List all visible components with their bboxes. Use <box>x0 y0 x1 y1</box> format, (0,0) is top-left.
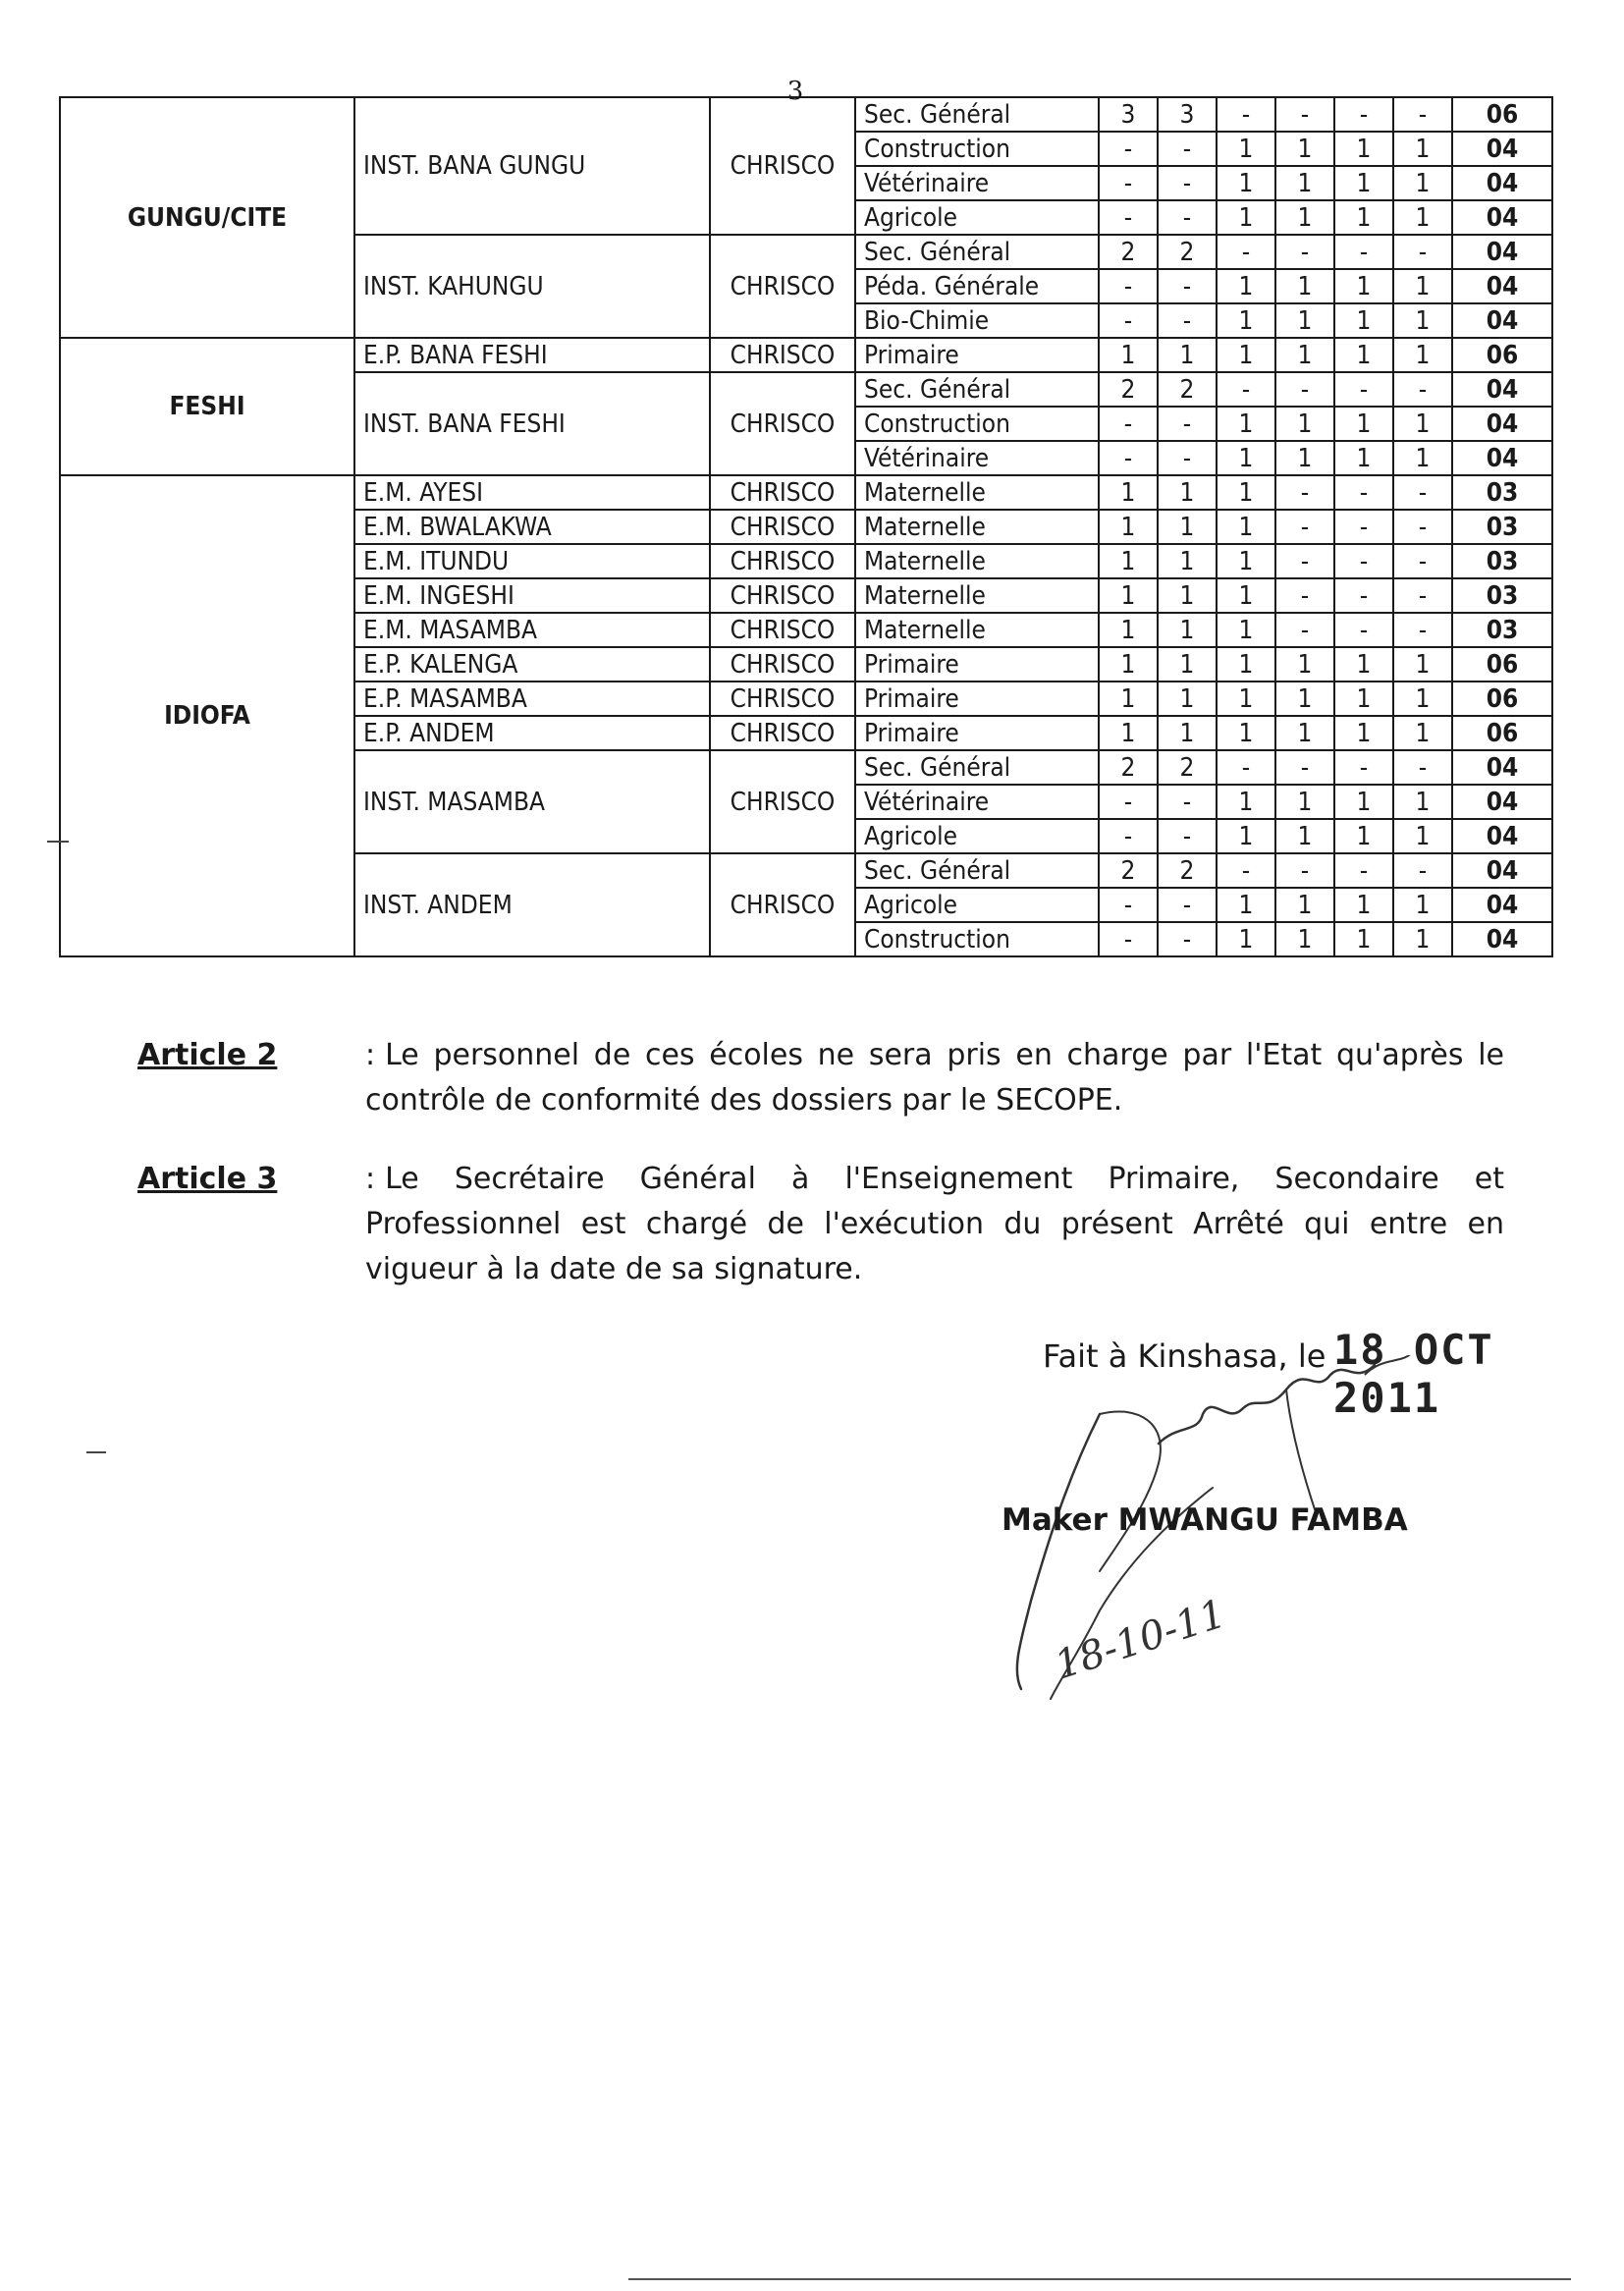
regime-cell: CHRISCO <box>710 544 855 578</box>
total-cell: 03 <box>1452 510 1552 544</box>
class-count-cell: 1 <box>1393 166 1452 200</box>
class-count-cell: 1 <box>1099 544 1158 578</box>
class-count-cell: 1 <box>1217 200 1275 235</box>
option-cell: Maternelle <box>855 510 1099 544</box>
regime-cell: CHRISCO <box>710 338 855 372</box>
option-cell: Agricole <box>855 200 1099 235</box>
option-cell: Sec. Général <box>855 97 1099 132</box>
school-name-cell: INST. BANA FESHI <box>354 372 710 475</box>
class-count-cell: 1 <box>1158 682 1217 716</box>
class-count-cell: 3 <box>1158 97 1217 132</box>
school-name-cell: E.P. ANDEM <box>354 716 710 750</box>
option-cell: Vétérinaire <box>855 785 1099 819</box>
class-count-cell: - <box>1158 922 1217 956</box>
regime-cell: CHRISCO <box>710 475 855 510</box>
class-count-cell: 1 <box>1334 785 1393 819</box>
class-count-cell: 1 <box>1393 407 1452 441</box>
regime-cell: CHRISCO <box>710 372 855 475</box>
option-cell: Primaire <box>855 682 1099 716</box>
class-count-cell: 1 <box>1393 441 1452 475</box>
location-cell: FESHI <box>60 338 354 475</box>
class-count-cell: 1 <box>1334 819 1393 853</box>
total-cell: 04 <box>1452 441 1552 475</box>
class-count-cell: 1 <box>1393 647 1452 682</box>
total-cell: 04 <box>1452 132 1552 166</box>
option-cell: Maternelle <box>855 544 1099 578</box>
option-cell: Maternelle <box>855 475 1099 510</box>
class-count-cell: - <box>1217 97 1275 132</box>
class-count-cell: 2 <box>1158 372 1217 407</box>
class-count-cell: - <box>1275 853 1334 888</box>
class-count-cell: - <box>1275 613 1334 647</box>
total-cell: 04 <box>1452 372 1552 407</box>
page-number: 3 <box>786 77 804 106</box>
class-count-cell: 1 <box>1099 475 1158 510</box>
class-count-cell: 1 <box>1334 407 1393 441</box>
article-label: Article 2 <box>137 1038 278 1072</box>
class-count-cell: 1 <box>1217 819 1275 853</box>
regime-cell: CHRISCO <box>710 716 855 750</box>
handwritten-date: 18-10-11 <box>1049 1591 1232 1689</box>
class-count-cell: - <box>1393 475 1452 510</box>
class-count-cell: - <box>1158 200 1217 235</box>
school-name-cell: INST. BANA GUNGU <box>354 97 710 235</box>
class-count-cell: 1 <box>1217 922 1275 956</box>
class-count-cell: 1 <box>1334 716 1393 750</box>
table-body <box>60 97 1552 956</box>
class-count-cell: - <box>1099 407 1158 441</box>
class-count-cell: 1 <box>1217 441 1275 475</box>
class-count-cell: - <box>1334 544 1393 578</box>
school-name-cell: INST. ANDEM <box>354 853 710 956</box>
class-count-cell: - <box>1334 853 1393 888</box>
class-count-cell: 1 <box>1158 578 1217 613</box>
class-count-cell: 2 <box>1099 372 1158 407</box>
class-count-cell: 1 <box>1217 510 1275 544</box>
option-cell: Sec. Général <box>855 750 1099 785</box>
class-count-cell: - <box>1158 888 1217 922</box>
school-name-cell: E.M. INGESHI <box>354 578 710 613</box>
class-count-cell: - <box>1099 166 1158 200</box>
option-cell: Vétérinaire <box>855 441 1099 475</box>
school-name-cell: INST. KAHUNGU <box>354 235 710 338</box>
class-count-cell: 1 <box>1217 166 1275 200</box>
total-cell: 04 <box>1452 303 1552 338</box>
class-count-cell: 1 <box>1393 132 1452 166</box>
scan-speck <box>86 1451 106 1453</box>
option-cell: Maternelle <box>855 578 1099 613</box>
option-cell: Agricole <box>855 819 1099 853</box>
class-count-cell: - <box>1099 200 1158 235</box>
total-cell: 03 <box>1452 475 1552 510</box>
school-name-cell: E.M. MASAMBA <box>354 613 710 647</box>
class-count-cell: 1 <box>1275 819 1334 853</box>
total-cell: 03 <box>1452 613 1552 647</box>
class-count-cell: 1 <box>1393 200 1452 235</box>
total-cell: 04 <box>1452 888 1552 922</box>
total-cell: 04 <box>1452 166 1552 200</box>
class-count-cell: - <box>1099 888 1158 922</box>
class-count-cell: 1 <box>1393 338 1452 372</box>
class-count-cell: - <box>1334 578 1393 613</box>
class-count-cell: - <box>1217 372 1275 407</box>
class-count-cell: - <box>1158 166 1217 200</box>
class-count-cell: 1 <box>1275 166 1334 200</box>
option-cell: Primaire <box>855 716 1099 750</box>
class-count-cell: 1 <box>1393 819 1452 853</box>
class-count-cell: 1 <box>1099 338 1158 372</box>
option-cell: Primaire <box>855 647 1099 682</box>
class-count-cell: 1 <box>1334 166 1393 200</box>
class-count-cell: 1 <box>1217 682 1275 716</box>
class-count-cell: - <box>1275 750 1334 785</box>
total-cell: 03 <box>1452 578 1552 613</box>
regime-cell: CHRISCO <box>710 578 855 613</box>
table-row <box>60 338 1552 372</box>
class-count-cell: 1 <box>1275 200 1334 235</box>
class-count-cell: - <box>1334 235 1393 269</box>
class-count-cell: 1 <box>1158 510 1217 544</box>
class-count-cell: 1 <box>1393 888 1452 922</box>
table-row <box>60 475 1552 510</box>
total-cell: 06 <box>1452 716 1552 750</box>
option-cell: Bio-Chimie <box>855 303 1099 338</box>
class-count-cell: - <box>1099 303 1158 338</box>
class-count-cell: 1 <box>1217 888 1275 922</box>
school-name-cell: INST. MASAMBA <box>354 750 710 853</box>
class-count-cell: - <box>1158 819 1217 853</box>
class-count-cell: 1 <box>1334 303 1393 338</box>
school-name-cell: E.M. AYESI <box>354 475 710 510</box>
class-count-cell: - <box>1275 578 1334 613</box>
class-count-cell: 2 <box>1099 853 1158 888</box>
class-count-cell: 1 <box>1275 647 1334 682</box>
total-cell: 06 <box>1452 647 1552 682</box>
class-count-cell: 3 <box>1099 97 1158 132</box>
class-count-cell: 2 <box>1158 750 1217 785</box>
regime-cell: CHRISCO <box>710 647 855 682</box>
scan-speck <box>47 841 69 843</box>
class-count-cell: 1 <box>1275 716 1334 750</box>
class-count-cell: - <box>1099 922 1158 956</box>
option-cell: Vétérinaire <box>855 166 1099 200</box>
class-count-cell: 1 <box>1334 200 1393 235</box>
class-count-cell: 1 <box>1217 613 1275 647</box>
class-count-cell: 1 <box>1217 716 1275 750</box>
class-count-cell: 1 <box>1158 338 1217 372</box>
class-count-cell: - <box>1275 510 1334 544</box>
class-count-cell: - <box>1275 97 1334 132</box>
class-count-cell: 1 <box>1158 544 1217 578</box>
class-count-cell: 1 <box>1217 647 1275 682</box>
class-count-cell: - <box>1158 269 1217 303</box>
regime-cell: CHRISCO <box>710 682 855 716</box>
regime-cell: CHRISCO <box>710 853 855 956</box>
class-count-cell: - <box>1099 269 1158 303</box>
class-count-cell: - <box>1393 750 1452 785</box>
class-count-cell: 1 <box>1334 269 1393 303</box>
class-count-cell: - <box>1334 613 1393 647</box>
class-count-cell: 1 <box>1275 269 1334 303</box>
table-row <box>60 97 1552 132</box>
class-count-cell: 1 <box>1393 682 1452 716</box>
class-count-cell: 1 <box>1393 785 1452 819</box>
handwritten-signature <box>992 1355 1463 1748</box>
class-count-cell: 1 <box>1275 682 1334 716</box>
class-count-cell: 1 <box>1099 716 1158 750</box>
class-count-cell: 1 <box>1393 716 1452 750</box>
date-stamp: 18 OCT 2011 <box>1333 1326 1494 1422</box>
option-cell: Primaire <box>855 338 1099 372</box>
article-colon: : <box>365 1162 376 1196</box>
option-cell: Construction <box>855 407 1099 441</box>
total-cell: 06 <box>1452 682 1552 716</box>
class-count-cell: 1 <box>1217 785 1275 819</box>
class-count-cell: 1 <box>1334 441 1393 475</box>
class-count-cell: - <box>1099 441 1158 475</box>
class-count-cell: - <box>1334 510 1393 544</box>
class-count-cell: 1 <box>1275 407 1334 441</box>
class-count-cell: - <box>1158 303 1217 338</box>
option-cell: Sec. Général <box>855 372 1099 407</box>
school-name-cell: E.M. ITUNDU <box>354 544 710 578</box>
option-cell: Sec. Général <box>855 853 1099 888</box>
regime-cell: CHRISCO <box>710 235 855 338</box>
class-count-cell: 1 <box>1334 132 1393 166</box>
option-cell: Construction <box>855 132 1099 166</box>
class-count-cell: 1 <box>1217 132 1275 166</box>
class-count-cell: - <box>1393 510 1452 544</box>
class-count-cell: 1 <box>1158 716 1217 750</box>
total-cell: 04 <box>1452 750 1552 785</box>
class-count-cell: - <box>1393 97 1452 132</box>
class-count-cell: 1 <box>1099 647 1158 682</box>
class-count-cell: 1 <box>1217 303 1275 338</box>
total-cell: 04 <box>1452 853 1552 888</box>
class-count-cell: 1 <box>1393 922 1452 956</box>
class-count-cell: - <box>1334 750 1393 785</box>
class-count-cell: - <box>1158 407 1217 441</box>
class-count-cell: - <box>1334 372 1393 407</box>
option-cell: Construction <box>855 922 1099 956</box>
total-cell: 06 <box>1452 338 1552 372</box>
class-count-cell: 1 <box>1099 578 1158 613</box>
class-count-cell: 1 <box>1099 510 1158 544</box>
total-cell: 04 <box>1452 269 1552 303</box>
class-count-cell: - <box>1099 785 1158 819</box>
class-count-cell: - <box>1393 613 1452 647</box>
article-colon: : <box>365 1038 376 1072</box>
class-count-cell: 1 <box>1158 475 1217 510</box>
class-count-cell: 1 <box>1158 613 1217 647</box>
class-count-cell: 1 <box>1099 682 1158 716</box>
regime-cell: CHRISCO <box>710 613 855 647</box>
location-cell: GUNGU/CITE <box>60 97 354 338</box>
class-count-cell: - <box>1158 441 1217 475</box>
class-count-cell: 1 <box>1275 338 1334 372</box>
class-count-cell: - <box>1099 132 1158 166</box>
class-count-cell: 1 <box>1334 338 1393 372</box>
option-cell: Maternelle <box>855 613 1099 647</box>
location-cell: IDIOFA <box>60 475 354 956</box>
class-count-cell: - <box>1275 372 1334 407</box>
class-count-cell: 1 <box>1217 338 1275 372</box>
class-count-cell: 1 <box>1275 922 1334 956</box>
class-count-cell: 1 <box>1217 269 1275 303</box>
class-count-cell: 2 <box>1099 235 1158 269</box>
class-count-cell: - <box>1275 544 1334 578</box>
article-text <box>365 1033 1504 1123</box>
class-count-cell: 1 <box>1217 578 1275 613</box>
total-cell: 04 <box>1452 922 1552 956</box>
class-count-cell: - <box>1393 544 1452 578</box>
class-count-cell: 1 <box>1334 647 1393 682</box>
class-count-cell: - <box>1158 132 1217 166</box>
class-count-cell: - <box>1158 785 1217 819</box>
class-count-cell: - <box>1334 97 1393 132</box>
class-count-cell: - <box>1099 819 1158 853</box>
class-count-cell: - <box>1393 853 1452 888</box>
class-count-cell: 1 <box>1334 922 1393 956</box>
class-count-cell: 1 <box>1275 785 1334 819</box>
class-count-cell: - <box>1393 235 1452 269</box>
article-body: Le Secrétaire Général à l'Enseignement Primaire, Secondaire et Professionnel est chargé de l'exécution du présent Arrêté qui entre en vigueur à la date de sa signature. <box>365 1162 1504 1286</box>
class-count-cell: 2 <box>1099 750 1158 785</box>
regime-cell: CHRISCO <box>710 750 855 853</box>
regime-cell: CHRISCO <box>710 510 855 544</box>
total-cell: 06 <box>1452 97 1552 132</box>
class-count-cell: - <box>1334 475 1393 510</box>
class-count-cell: - <box>1275 235 1334 269</box>
class-count-cell: 2 <box>1158 853 1217 888</box>
class-count-cell: - <box>1217 853 1275 888</box>
option-cell: Péda. Générale <box>855 269 1099 303</box>
class-count-cell: 1 <box>1275 888 1334 922</box>
class-count-cell: 1 <box>1334 682 1393 716</box>
total-cell: 04 <box>1452 819 1552 853</box>
total-cell: 03 <box>1452 544 1552 578</box>
class-count-cell: 1 <box>1275 132 1334 166</box>
option-cell: Agricole <box>855 888 1099 922</box>
total-cell: 04 <box>1452 200 1552 235</box>
class-count-cell: - <box>1217 750 1275 785</box>
total-cell: 04 <box>1452 235 1552 269</box>
school-name-cell: E.P. MASAMBA <box>354 682 710 716</box>
class-count-cell: 1 <box>1334 888 1393 922</box>
regime-cell: CHRISCO <box>710 97 855 235</box>
bottom-rule <box>628 2278 1571 2280</box>
article-body: Le personnel de ces écoles ne sera pris en charge par l'Etat qu'après le contrôle de conformité des dossiers par le SECOPE. <box>365 1038 1504 1118</box>
signing-place-line: Fait à Kinshasa, le <box>1043 1337 1326 1375</box>
school-name-cell: E.M. BWALAKWA <box>354 510 710 544</box>
class-count-cell: 1 <box>1275 441 1334 475</box>
class-count-cell: 1 <box>1158 647 1217 682</box>
option-cell: Sec. Général <box>855 235 1099 269</box>
school-name-cell: E.P. KALENGA <box>354 647 710 682</box>
class-count-cell: 1 <box>1217 544 1275 578</box>
schools-table <box>59 96 1553 957</box>
article-text <box>365 1157 1504 1292</box>
class-count-cell: 1 <box>1393 269 1452 303</box>
class-count-cell: 1 <box>1099 613 1158 647</box>
class-count-cell: 1 <box>1393 303 1452 338</box>
class-count-cell: - <box>1275 475 1334 510</box>
class-count-cell: - <box>1393 578 1452 613</box>
class-count-cell: - <box>1393 372 1452 407</box>
class-count-cell: 2 <box>1158 235 1217 269</box>
school-name-cell: E.P. BANA FESHI <box>354 338 710 372</box>
article-label: Article 3 <box>137 1162 278 1196</box>
class-count-cell: - <box>1217 235 1275 269</box>
signatory-name: Maker MWANGU FAMBA <box>1001 1502 1408 1538</box>
total-cell: 04 <box>1452 785 1552 819</box>
class-count-cell: 1 <box>1217 475 1275 510</box>
class-count-cell: 1 <box>1217 407 1275 441</box>
total-cell: 04 <box>1452 407 1552 441</box>
class-count-cell: 1 <box>1275 303 1334 338</box>
